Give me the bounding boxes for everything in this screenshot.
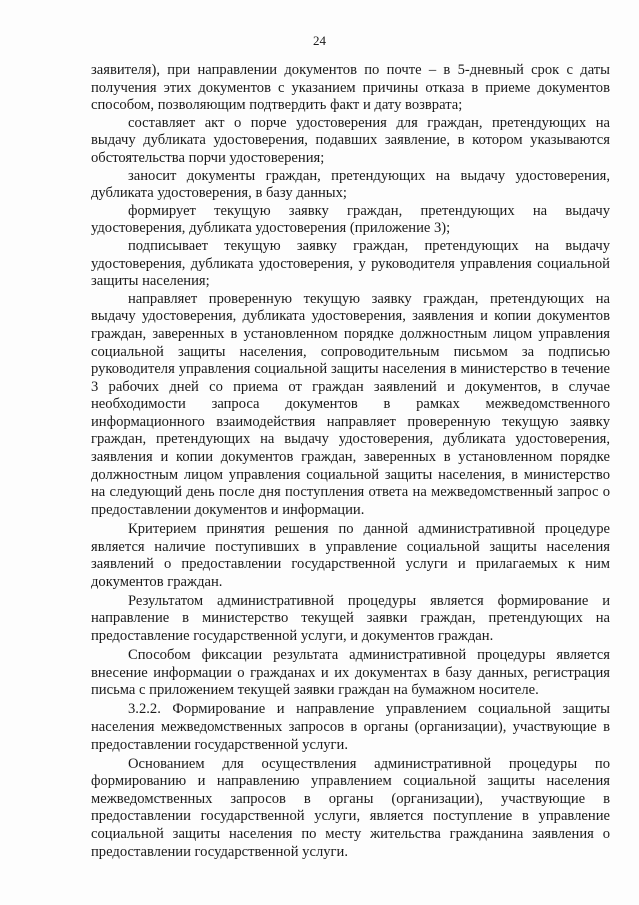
paragraph-4: формирует текущую заявку граждан, претендующих на выдачу удостоверения, дубликата удостоверения (приложение 3);	[91, 202, 610, 237]
paragraph-11: Основанием для осуществления административной процедуры по формированию и направлению управлением социальной защиты населения межведомственных запросов в органы (организации), участвующие в предоставлении государственной услуги, является поступление в управление социальной защиты населения по месту жительства гражданина заявления о предоставлении государственной услуги.	[91, 755, 610, 860]
paragraph-10: 3.2.2. Формирование и направление управлением социальной защиты населения межведомственных запросов в органы (организации), участвующие в предоставлении государственной услуги.	[91, 701, 610, 753]
paragraph-1: заявителя), при направлении документов по почте – в 5-дневный срок с даты получения этих документов с указанием причины отказа в приеме документов способом, позволяющим подтвердить факт и дату возврата;	[91, 62, 610, 114]
paragraph-5: подписывает текущую заявку граждан, претендующих на выдачу удостоверения, дубликата удостоверения, у руководителя управления социальной защиты населения;	[91, 237, 610, 290]
paragraph-7: Критерием принятия решения по данной административной процедуре является наличие поступивших в управление социальной защиты населения заявлений о предоставлении государственной услуги и прилагаемых к ним документов граждан.	[91, 520, 610, 590]
paragraph-2: составляет акт о порче удостоверения для граждан, претендующих на выдачу дубликата удостоверения, подавших заявление, в котором указываются обстоятельства порчи удостоверения;	[91, 114, 610, 166]
paragraph-3: заносит документы граждан, претендующих на выдачу удостоверения, дубликата удостоверения, в базу данных;	[91, 167, 610, 202]
document-body	[91, 62, 610, 861]
paragraph-9: Способом фиксации результата административной процедуры является внесение информации о гражданах и их документах в базу данных, регистрация письма с приложением текущей заявки граждан на бумажном носителе.	[91, 647, 610, 699]
page-number: 24	[313, 33, 326, 48]
paragraph-8: Результатом административной процедуры является формирование и направление в министерство текущей заявки граждан, претендующих на предоставление государственной услуги, и документов граждан.	[91, 592, 610, 644]
paragraph-6: направляет проверенную текущую заявку граждан, претендующих на выдачу удостоверения, дубликата удостоверения, заявления и копии документов граждан, заверенных в установленном порядке должностным лицом управления социальной защиты населения, сопроводительным письмом за подписью руководителя управления социальной защиты населения в министерство в течение 3 рабочих дней со приема от граждан заявлений и документов, в случае необходимости запроса документов в рамках межведомственного информационного взаимодействия направляет проверенную текущую заявку граждан, претендующих на выдачу удостоверения, дубликата удостоверения, заявления и копии документов граждан, заверенных в установленном порядке должностным лицом управления социальной защиты населения, в министерство на следующий день после дня поступления ответа на межведомственный запрос о предоставлении документов и информации.	[91, 290, 610, 518]
